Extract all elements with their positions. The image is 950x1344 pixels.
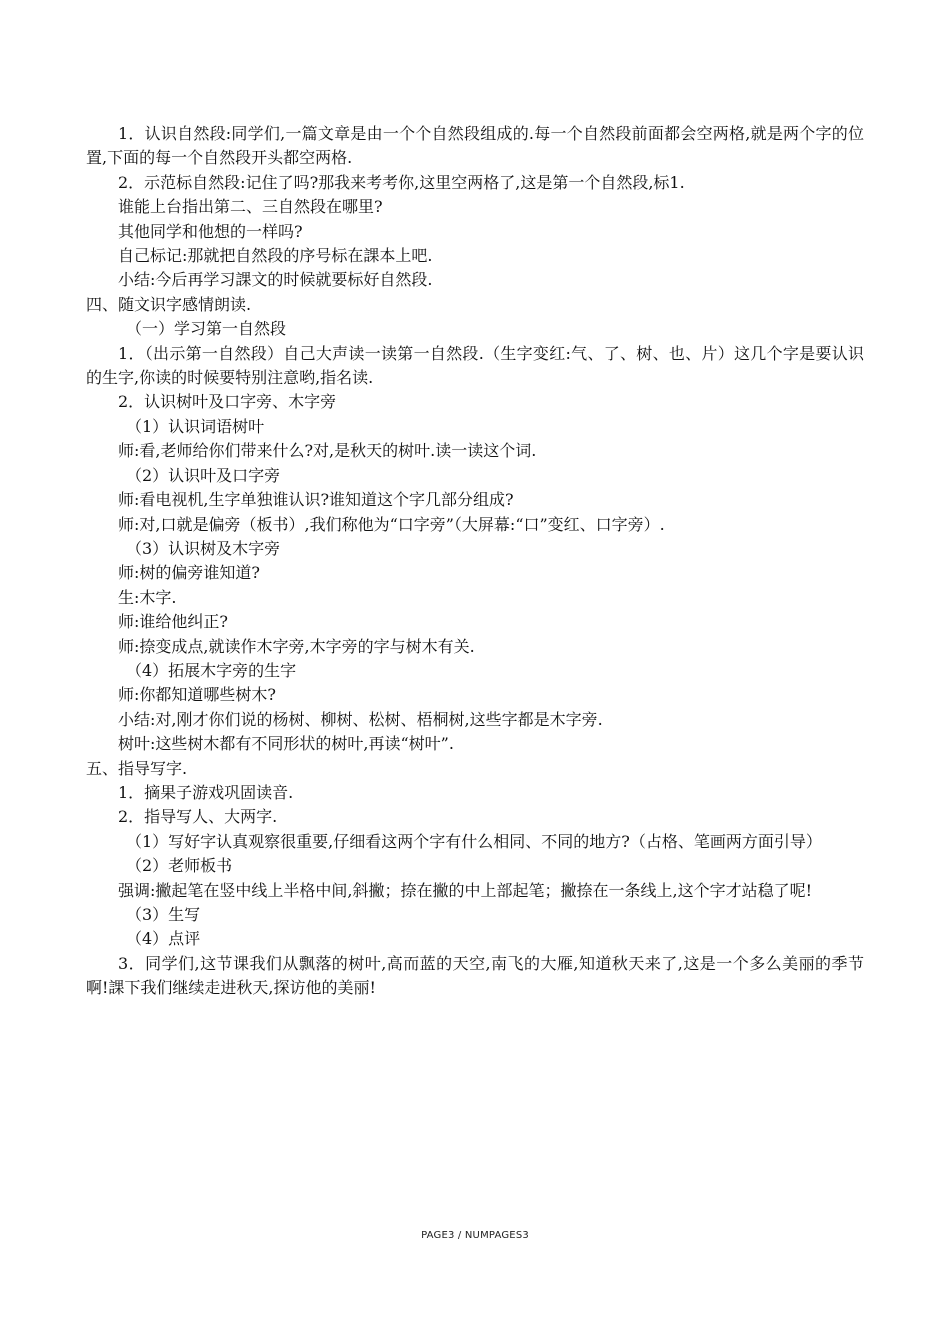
subsection-heading: （4）拓展木字旁的生字: [126, 660, 297, 680]
subsection-heading: （3）生写: [126, 905, 201, 924]
paragraph: （1）写好字认真观察很重要,仔细看这两个字有什么相同、不同的地方?（占格、笔画两方面引导）: [126, 831, 822, 851]
paragraph: 师:捺变成点,就读作木字旁,木字旁的字与树木有关.: [118, 636, 475, 656]
paragraph: 2．认识树叶及口字旁、木字旁: [118, 392, 337, 412]
paragraph: 树叶:这些树木都有不同形状的树叶,再读“树叶”.: [118, 734, 454, 754]
paragraph: 师:树的偏旁谁知道?: [118, 563, 260, 583]
paragraph: 3．同学们,这节课我们从飘落的树叶,高而蓝的天空,南飞的大雁,知道秋天来了,这是一个多么美丽的季节啊!課下我们继续走进秋天,探访他的美丽!: [86, 953, 864, 998]
paragraph: 其他同学和他想的一样吗?: [118, 221, 303, 241]
paragraph: 强调:撇起笔在竖中线上半格中间,斜撇；捺在撇的中上部起笔；撇捺在一条线上,这个字才站稳了呢!: [118, 880, 812, 900]
paragraph: 1．摘果子游戏巩固读音.: [118, 782, 294, 802]
paragraph: 小结:对,刚才你们说的杨树、柳树、松树、梧桐树,这些字都是木字旁.: [118, 709, 603, 729]
paragraph: 1．（出示第一自然段）自己大声读一读第一自然段.（生字变红:气、了、树、也、片）这几个字是要认识的生字,你读的时候要特别注意哟,指名读.: [86, 343, 864, 388]
subsection-heading: （2）老师板书: [126, 856, 233, 876]
subsection-heading: （3）认识树及木字旁: [126, 538, 281, 558]
document-body: [86, 122, 864, 1001]
paragraph: 师:对,口就是偏旁（板书）,我们称他为“口字旁”（大屏幕:“口”变红、口字旁）.: [118, 514, 665, 534]
subsection-heading: （一）学习第一自然段: [126, 319, 287, 339]
subsection-heading: （1）认识词语树叶: [126, 416, 265, 436]
subsection-heading: （4）点评: [126, 929, 201, 949]
paragraph: 2．示范标自然段:记住了吗?那我来考考你,这里空两格了,这是第一个自然段,标1.: [118, 172, 685, 192]
paragraph: 生:木字.: [118, 587, 177, 607]
paragraph: 师:谁给他纠正?: [118, 612, 228, 632]
section-heading: 五、指导写字.: [86, 758, 188, 778]
paragraph: 师:看,老师给你们带来什么?对,是秋天的树叶.读一读这个词.: [118, 441, 537, 461]
subsection-heading: （2）认识叶及口字旁: [126, 465, 281, 485]
section-heading: 四、随文识字感情朗读.: [86, 294, 252, 314]
paragraph: 2．指导写人、大两字.: [118, 807, 278, 827]
paragraph: 师:看电视机,生字单独谁认识?谁知道这个字几部分组成?: [118, 490, 514, 510]
paragraph: 师:你都知道哪些树木?: [118, 685, 276, 705]
paragraph: 自己标记:那就把自然段的序号标在課本上吧.: [118, 246, 433, 266]
paragraph: 谁能上台指出第二、三自然段在哪里?: [118, 197, 383, 217]
paragraph: 小结:今后再学习課文的时候就要标好自然段.: [118, 270, 433, 290]
page-footer: PAGE3 / NUMPAGES3: [421, 1230, 529, 1241]
paragraph: 1．认识自然段:同学们,一篇文章是由一个个自然段组成的.每一个自然段前面都会空两格,就是两个字的位置,下面的每一个自然段开头都空两格.: [86, 124, 864, 168]
